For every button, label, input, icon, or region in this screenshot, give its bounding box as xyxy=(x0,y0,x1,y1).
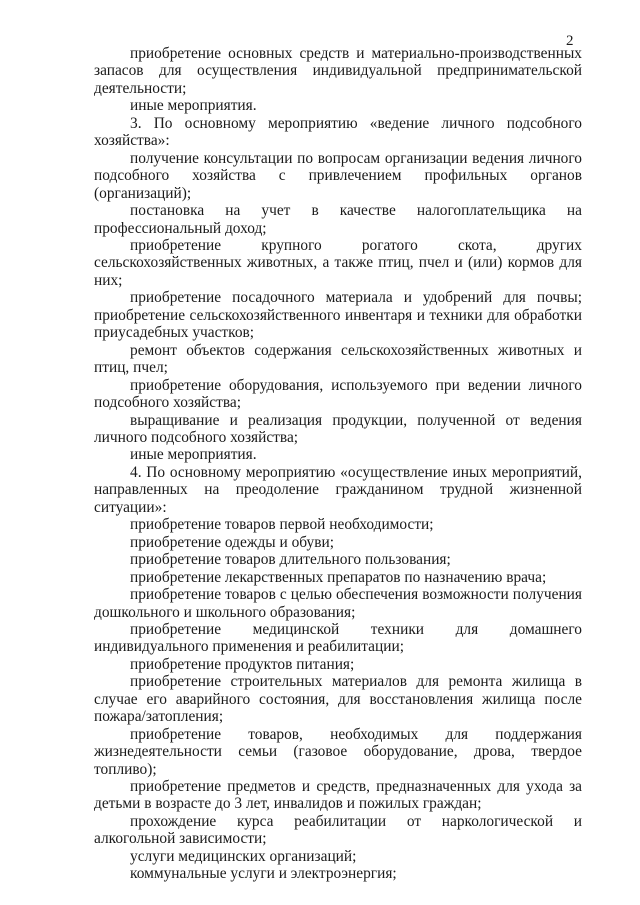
section-heading-3: 3. По основному мероприятию «ведение личного подсобного хозяйства»: xyxy=(94,114,582,150)
paragraph: приобретение товаров, необходимых для поддержания жизнедеятельности семьи (газовое оборудование, дрова, твердое топливо); xyxy=(94,725,582,778)
paragraph: услуги медицинских организаций; xyxy=(130,847,357,865)
paragraph: приобретение одежды и обуви; xyxy=(130,533,334,551)
paragraph: приобретение товаров с целью обеспечения возможности получения дошкольного и школьного образования; xyxy=(94,586,582,621)
section-heading-4: 4. По основному мероприятию «осуществление иных мероприятий, направленных на преодоление гражданином трудной жизненной ситуации»: xyxy=(94,463,582,516)
paragraph: прохождение курса реабилитации от наркологической и алкогольной зависимости; xyxy=(94,812,582,848)
paragraph: приобретение оборудования, используемого при ведении личного подсобного хозяйства; xyxy=(94,376,582,412)
paragraph: постановка на учет в качестве налогоплательщика на профессиональный доход; xyxy=(94,202,582,237)
paragraph: приобретение крупного рогатого скота, других сельскохозяйственных животных, а также птиц, пчел и (или) кормов для них; xyxy=(94,236,582,289)
paragraph: коммунальные услуги и электроэнергия; xyxy=(130,865,397,883)
paragraph: иные мероприятия. xyxy=(130,446,257,464)
paragraph: приобретение предметов и средств, предназначенных для ухода за детьми в возрасте до 3 лет, инвалидов и пожилых граждан; xyxy=(94,778,582,813)
paragraph: выращивание и реализация продукции, полученной от ведения личного подсобного хозяйства; xyxy=(94,411,582,446)
paragraph: приобретение товаров длительного пользования; xyxy=(130,551,451,569)
page-number: 2 xyxy=(566,33,574,49)
paragraph: приобретение строительных материалов для ремонта жилища в случае его аварийного состояния, для восстановления жилища после пожара/затопления; xyxy=(94,673,582,726)
paragraph: приобретение посадочного материала и удобрений для почвы; приобретение сельскохозяйственного инвентаря и техники для обработки приусадебных участков; xyxy=(94,289,582,342)
document-body xyxy=(94,45,582,883)
paragraph: приобретение товаров первой необходимости; xyxy=(130,516,434,534)
paragraph: ремонт объектов содержания сельскохозяйственных животных и птиц, пчел; xyxy=(94,341,582,377)
paragraph: приобретение медицинской техники для домашнего индивидуального применения и реабилитации; xyxy=(94,620,582,656)
paragraph: приобретение основных средств и материально-производственных запасов для осуществления индивидуальной предпринимательской деятельности; xyxy=(94,45,582,97)
paragraph: получение консультации по вопросам организации ведения личного подсобного хозяйства с привлечением профильных органов (организаций); xyxy=(94,149,582,202)
paragraph: иные мероприятия. xyxy=(130,97,257,115)
paragraph: приобретение продуктов питания; xyxy=(130,655,355,673)
paragraph: приобретение лекарственных препаратов по назначению врача; xyxy=(130,568,547,586)
